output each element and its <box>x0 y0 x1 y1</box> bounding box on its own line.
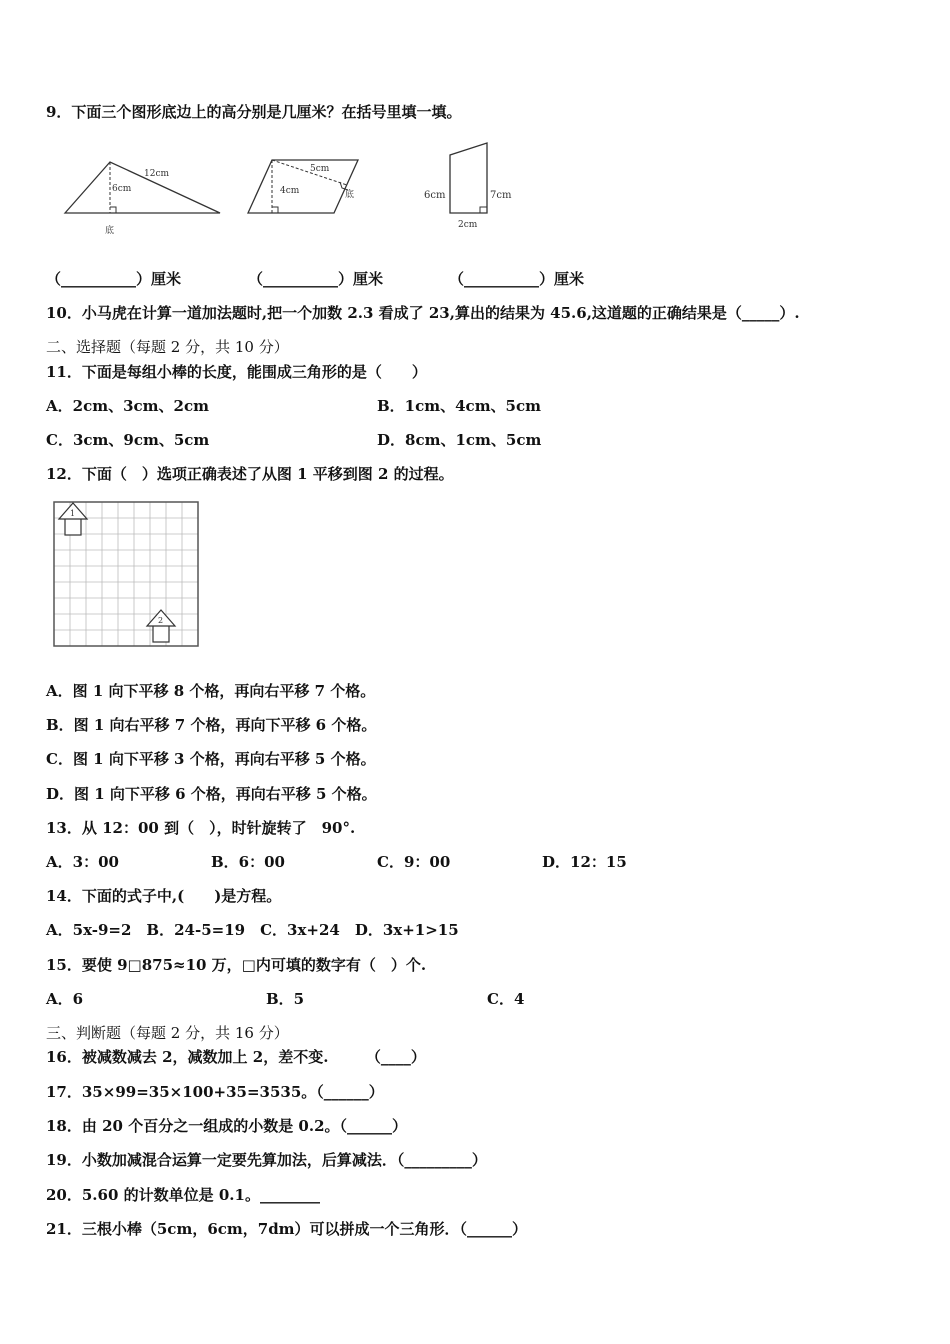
triangle-base-label: 底 <box>105 226 115 236</box>
q13-text: 13．从 12：00 到（ ），时针旋转了 90°. <box>46 819 356 837</box>
house-label-2: 2 <box>158 616 164 625</box>
q9-text: 9．下面三个图形底边上的高分别是几厘米？在括号里填一填。 <box>46 103 462 121</box>
q12-option-a: A．图 1 向下平移 8 个格，再向右平移 7 个格。 <box>46 682 376 700</box>
q21-text: 21．三根小棒（5cm，6cm，7dm）可以拼成一个三角形．（______） <box>46 1220 528 1238</box>
q14-options: A．5x-9=2 B．24-5=19 C．3x+24 D．3x+1>15 <box>46 921 459 939</box>
q12-option-d: D．图 1 向下平移 6 个格，再向右平移 5 个格。 <box>46 785 377 803</box>
parallelogram-side-label: 5cm <box>310 164 330 174</box>
q15-option-c: C．4 <box>487 990 525 1008</box>
q11-text: 11．下面是每组小棒的长度，能围成三角形的是（ ） <box>46 363 427 381</box>
section2-heading: 二、选择题（每题 2 分，共 10 分） <box>46 338 289 356</box>
q11-option-d: D．8cm、1cm、5cm <box>377 431 542 449</box>
q16-text: 16．被减数减去 2，减数加上 2，差不变. （____） <box>46 1048 426 1066</box>
q11-option-b: B．1cm、4cm、5cm <box>377 397 542 415</box>
parallelogram-figure <box>248 160 358 213</box>
q15-text: 15．要使 9□875≈10 万，□内可填的数字有（ ）个. <box>46 956 427 974</box>
q11-option-a: A．2cm、3cm、2cm <box>46 397 209 415</box>
q12-text: 12．下面（ ）选项正确表述了从图 1 平移到图 2 的过程。 <box>46 465 454 483</box>
q9-answer-2: （__________）厘米 <box>248 270 384 288</box>
section3-heading: 三、判断题（每题 2 分，共 16 分） <box>46 1024 289 1042</box>
parallelogram-base-label: 底 <box>345 190 355 200</box>
triangle-side-label: 12cm <box>144 169 170 179</box>
q15-option-a: A．6 <box>46 990 84 1008</box>
triangle-figure <box>65 162 220 213</box>
q12-grid-figure <box>50 498 202 650</box>
trapezoid-figure <box>450 143 487 213</box>
q13-option-c: C．9：00 <box>377 853 451 871</box>
q17-text: 17．35×99=35×100+35=3535。（______） <box>46 1083 384 1101</box>
q9-figures <box>40 135 540 240</box>
trapezoid-bottom-label: 2cm <box>458 220 478 230</box>
q11-option-c: C．3cm、9cm、5cm <box>46 431 210 449</box>
q10-text: 10．小马虎在计算一道加法题时,把一个加数 2.3 看成了 23,算出的结果为 45.6,这道题的正确结果是（_____）. <box>46 304 800 322</box>
q13-option-a: A．3：00 <box>46 853 119 871</box>
q13-option-d: D．12：15 <box>542 853 627 871</box>
q13-option-b: B．6：00 <box>211 853 285 871</box>
house-label-1: 1 <box>70 509 76 518</box>
q18-text: 18．由 20 个百分之一组成的小数是 0.2。（______） <box>46 1117 408 1135</box>
trapezoid-right-label: 7cm <box>490 190 512 201</box>
q12-option-c: C．图 1 向下平移 3 个格，再向右平移 5 个格。 <box>46 750 376 768</box>
trapezoid-left-label: 6cm <box>424 190 446 201</box>
parallelogram-height-label: 4cm <box>280 186 300 196</box>
q14-text: 14．下面的式子中,( )是方程。 <box>46 887 282 905</box>
q15-option-b: B．5 <box>266 990 305 1008</box>
q12-option-b: B．图 1 向右平移 7 个格，再向下平移 6 个格。 <box>46 716 377 734</box>
q9-answer-1: （__________）厘米 <box>46 270 182 288</box>
q19-text: 19．小数加减混合运算一定要先算加法，后算减法．（_________） <box>46 1151 487 1169</box>
house-shape-2 <box>147 610 175 642</box>
house-shape-1 <box>59 503 87 535</box>
q20-text: 20．5.60 的计数单位是 0.1。________ <box>46 1186 320 1204</box>
q9-answer-3: （__________）厘米 <box>449 270 585 288</box>
triangle-height-label: 6cm <box>112 184 132 194</box>
